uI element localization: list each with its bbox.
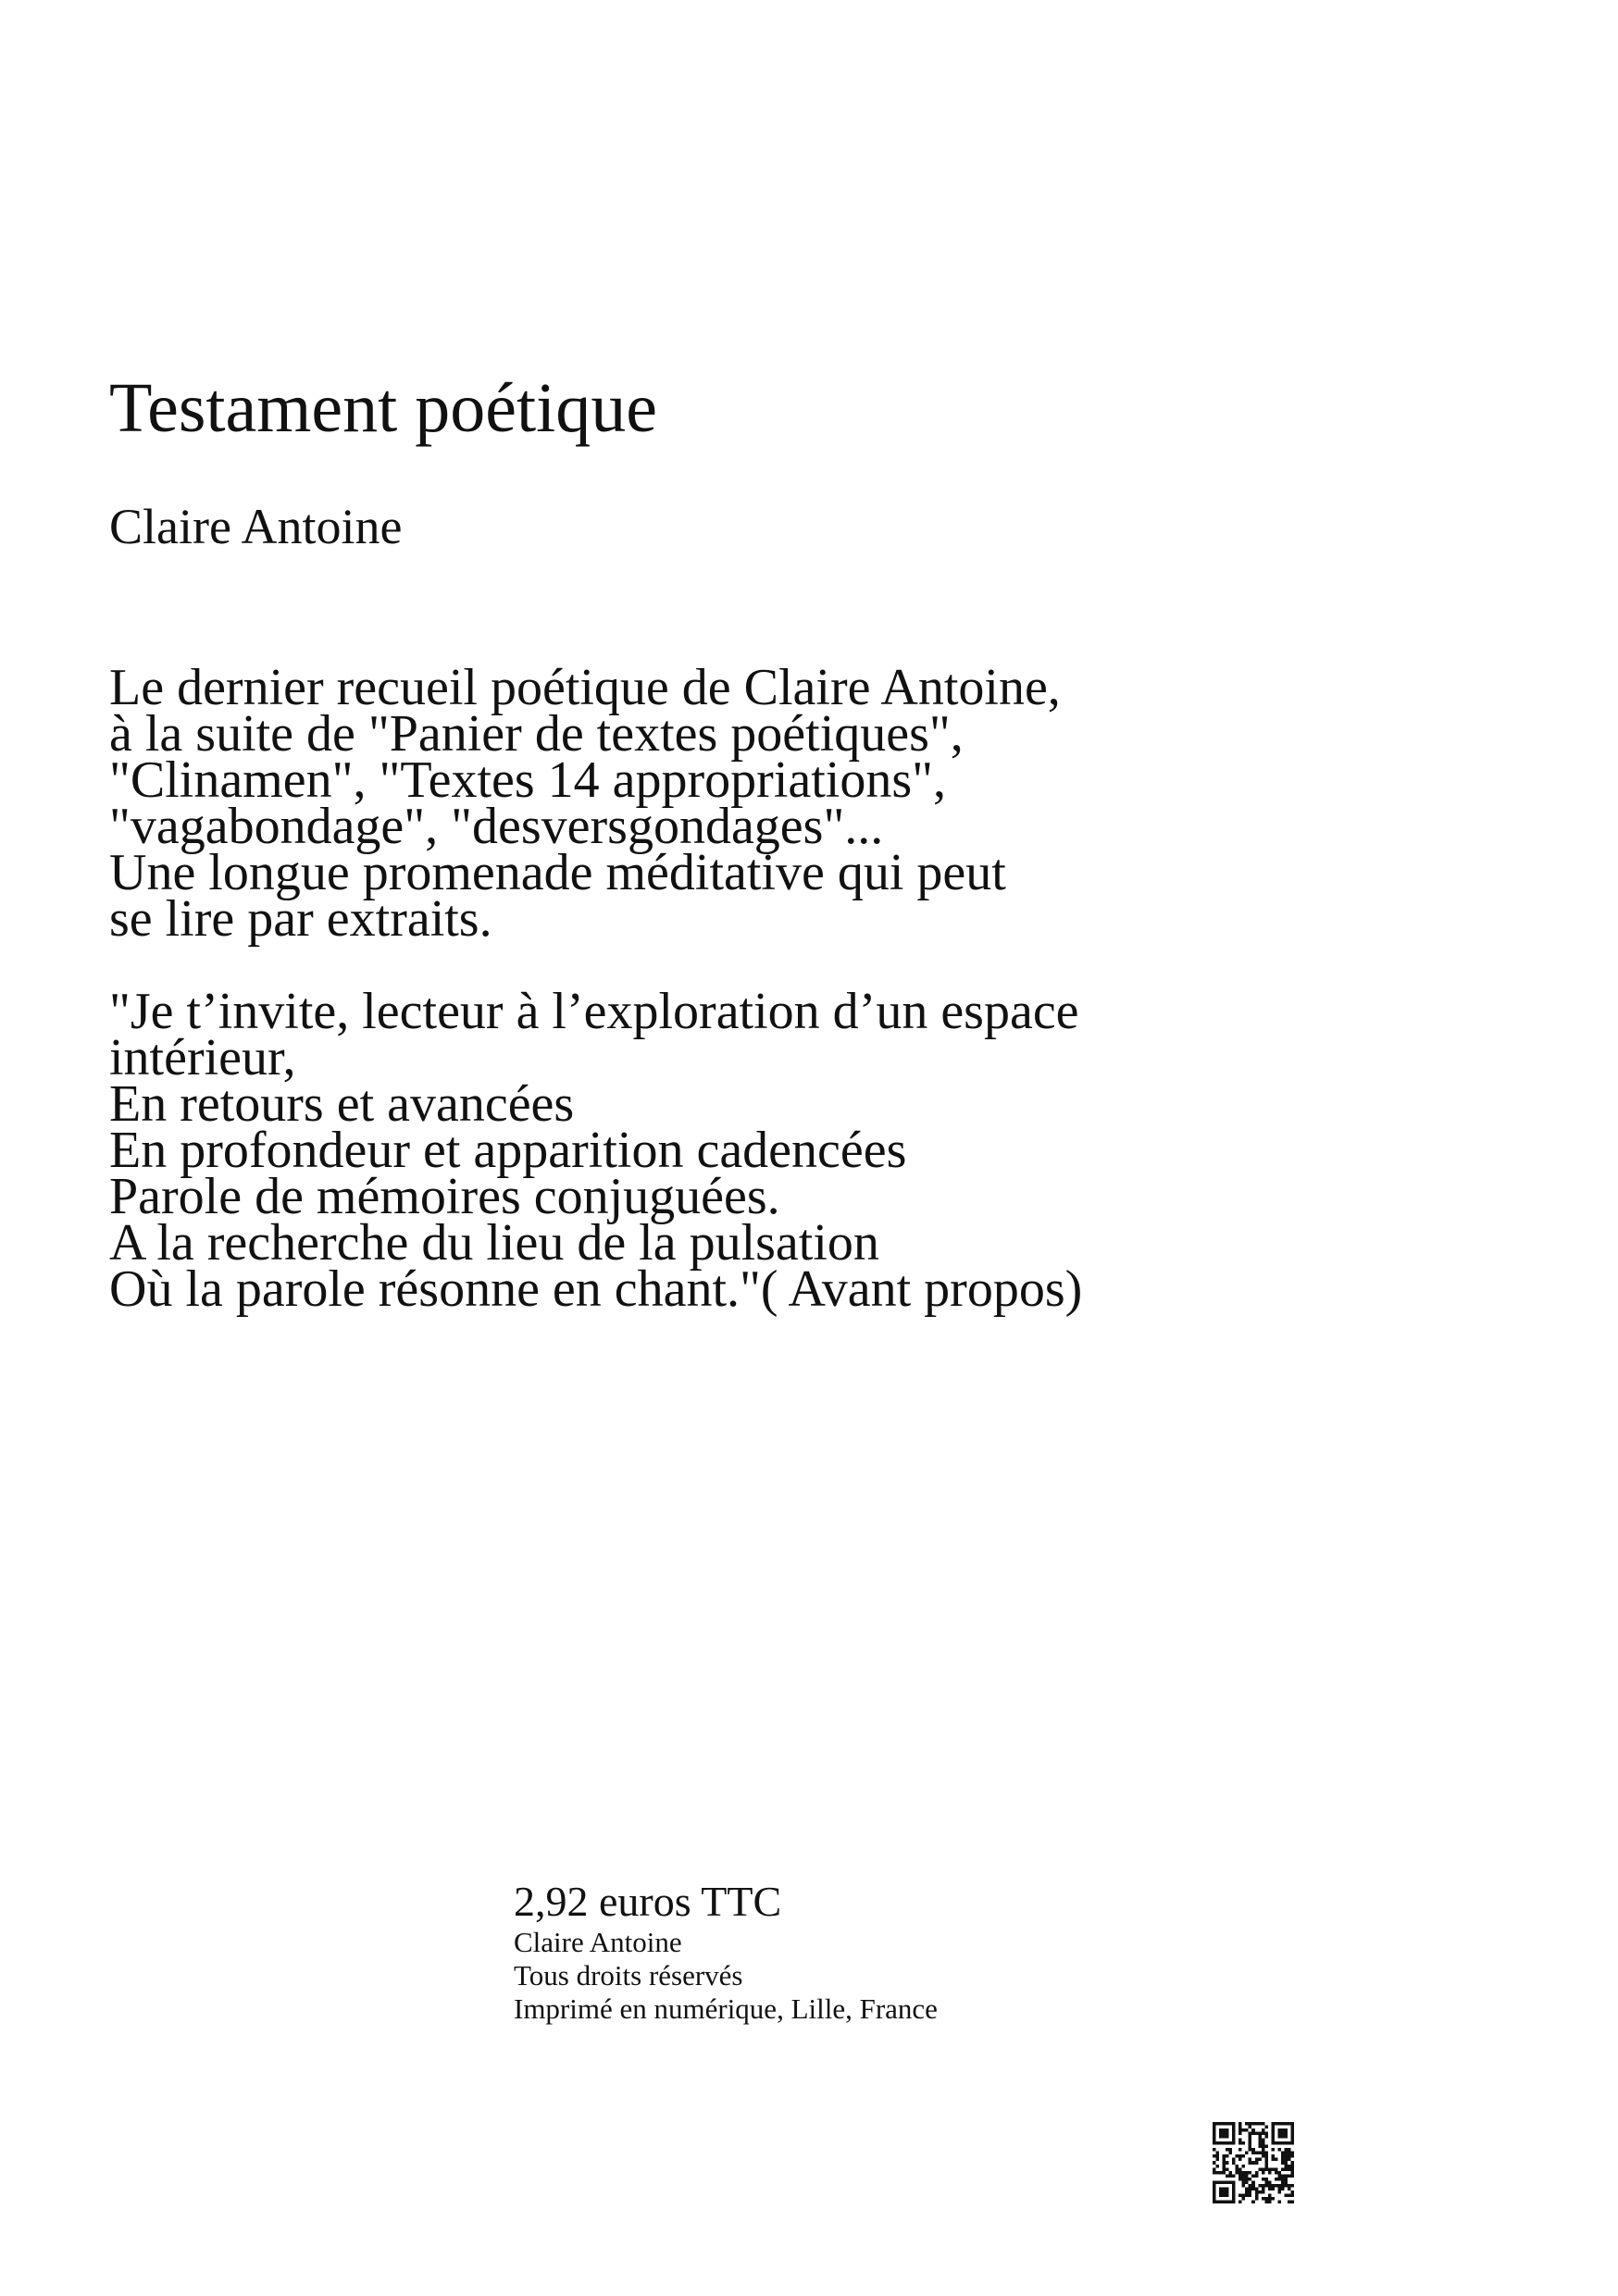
blurb-paragraph-2 — [109, 983, 1313, 1318]
blurb-line: Parole de mémoires conjuguées. — [109, 1168, 780, 1225]
blurb-line: à la suite de "Panier de textes poétiques", — [109, 705, 964, 763]
blurb-line: En retours et avancées — [109, 1075, 575, 1133]
blurb-line: Une longue promenade méditative qui peut — [109, 844, 1006, 901]
blurb-line: Le dernier recueil poétique de Claire Antoine, — [109, 659, 1061, 716]
blurb-line: A la recherche du lieu de la pulsation — [109, 1214, 879, 1272]
blurb-line: Où la parole résonne en chant."( Avant propos) — [109, 1260, 1083, 1318]
blurb-line: "vagabondage", "desversgondages"... — [109, 798, 884, 855]
qr-code-icon — [1213, 2122, 1294, 2203]
book-author: Claire Antoine — [109, 499, 403, 554]
imprint-block — [514, 1879, 938, 2026]
imprint-printing: Imprimé en numérique, Lille, France — [514, 1992, 938, 2025]
imprint-author: Claire Antoine — [514, 1925, 682, 1958]
blurb-paragraph-1 — [109, 659, 1313, 948]
blurb-line: En profondeur et apparition cadencées — [109, 1122, 907, 1179]
book-title: Testament poétique — [109, 369, 657, 447]
blurb-line: "Je t’invite, lecteur à l’exploration d’un espace — [109, 983, 1079, 1040]
price-label: 2,92 euros TTC — [514, 1878, 782, 1925]
imprint-rights: Tous droits réservés — [514, 1958, 743, 1992]
blurb-line: intérieur, — [109, 1029, 296, 1086]
blurb-line: se lire par extraits. — [109, 890, 492, 948]
blurb-line: "Clinamen", "Textes 14 appropriations", — [109, 751, 947, 809]
